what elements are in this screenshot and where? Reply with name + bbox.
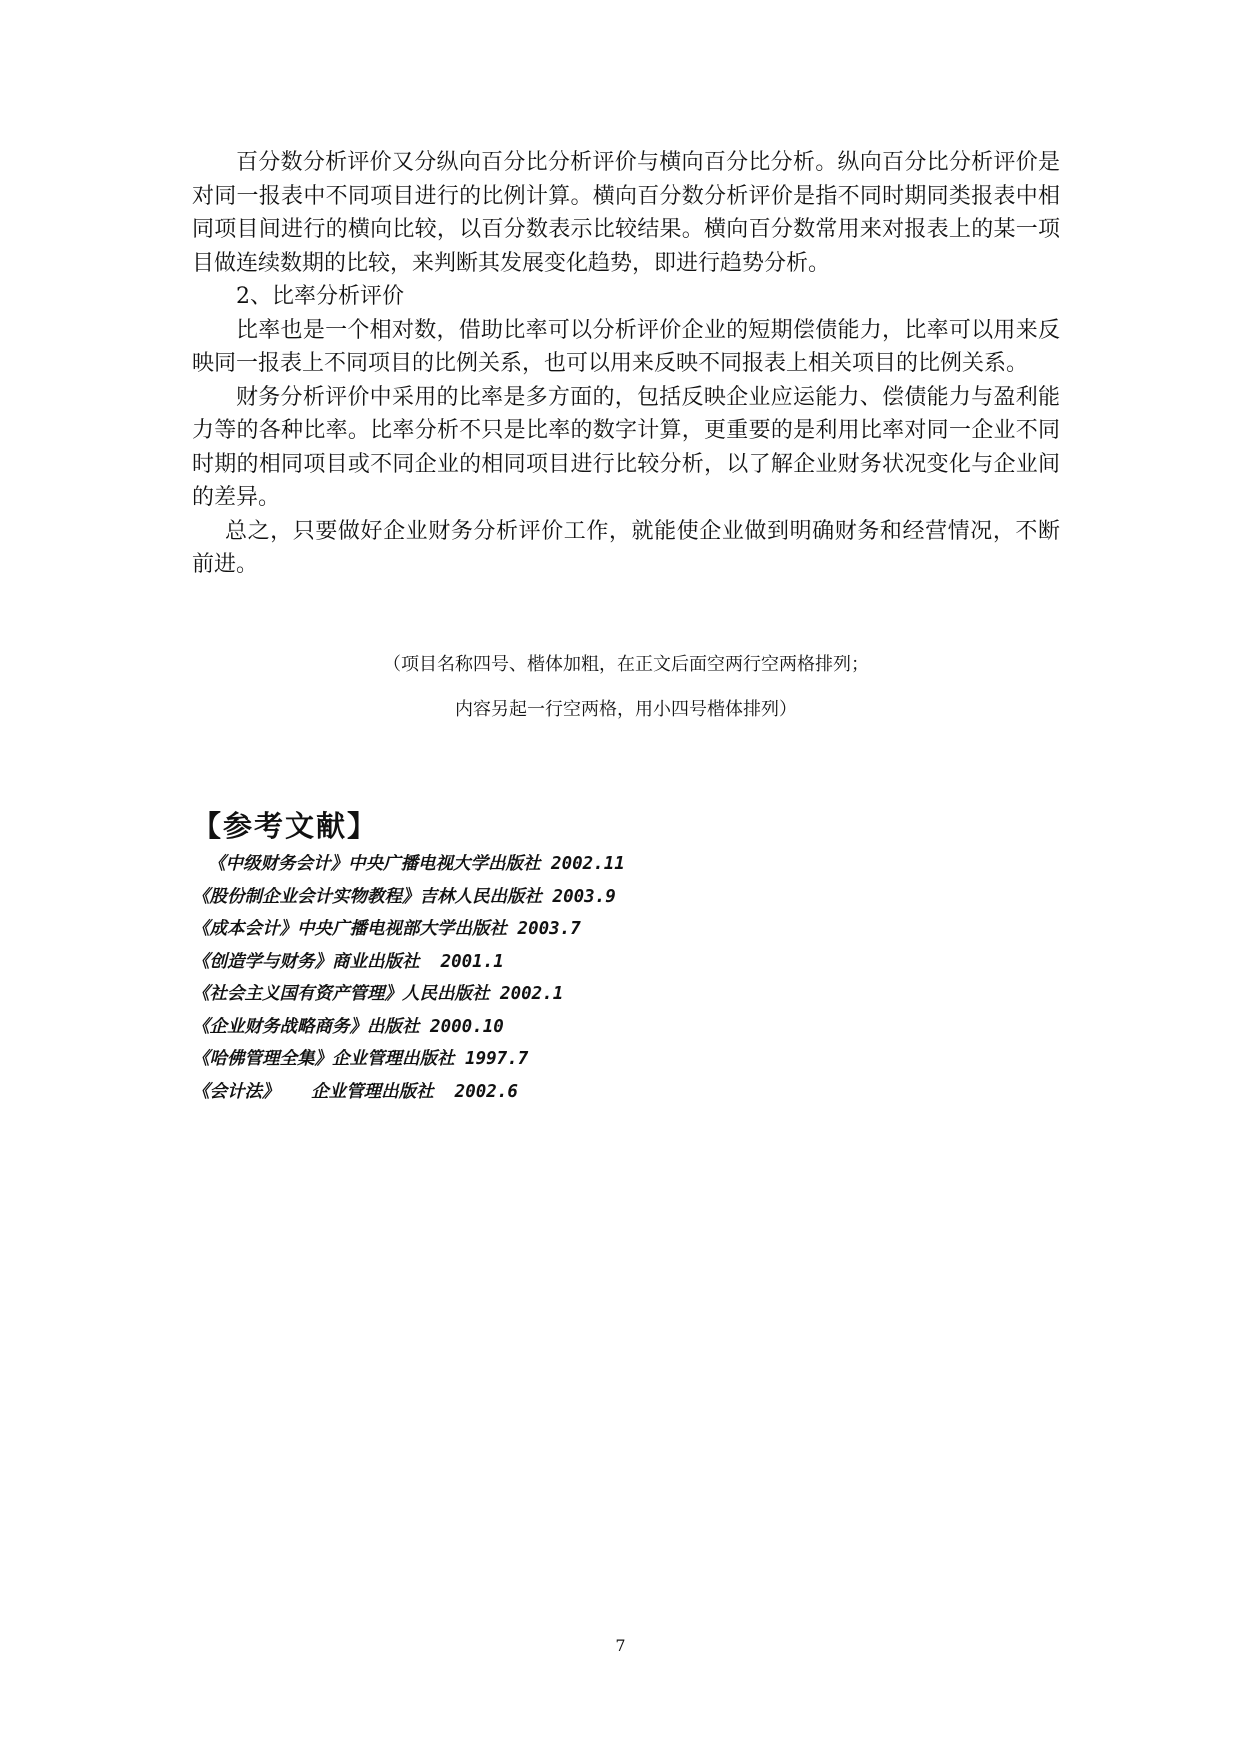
paragraph-percentage-analysis: 百分数分析评价又分纵向百分比分析评价与横向百分比分析。纵向百分比分析评价是对同一报表中不同项目进行的比例计算。横向百分数分析评价是指不同时期同类报表中相同项目间进行的横向比较，以百分数表示比较结果。横向百分数常用来对报表上的某一项目做连续数期的比较，来判断其发展变化趋势，即进行趋势分析。: [192, 150, 1060, 276]
reference-item: 《企业财务战略商务》出版社 2000.10: [192, 1016, 504, 1037]
reference-item: 《哈佛管理全集》企业管理出版社 1997.7: [192, 1049, 529, 1069]
references-list: [192, 848, 1060, 1108]
reference-item: 《股份制企业会计实物教程》吉林人民出版社 2003.9: [192, 886, 616, 907]
reference-item: 《社会主义国有资产管理》人民出版社 2002.1: [192, 984, 564, 1004]
format-note-line-2: 内容另起一行空两格，用小四号楷体排列）: [455, 699, 797, 720]
reference-item: 《成本会计》中央广播电视部大学出版社 2003.7: [192, 919, 581, 939]
format-note-line-1: （项目名称四号、楷体加粗，在正文后面空两行空两格排列；: [383, 654, 869, 675]
paragraph-ratio-definition: 比率也是一个相对数，借助比率可以分析评价企业的短期偿债能力，比率可以用来反映同一报表上不同项目的比例关系，也可以用来反映不同报表上相关项目的比例关系。: [192, 317, 1060, 376]
references-heading: 【参考文献】: [192, 809, 379, 843]
paragraph-ratio-uses: 财务分析评价中采用的比率是多方面的，包括反映企业应运能力、偿债能力与盈利能力等的各种比率。比率分析不只是比率的数字计算，更重要的是利用比率对同一企业不同时期的相同项目或不同企业的相同项目进行比较分析，以了解企业财务状况变化与企业间的差异。: [192, 384, 1060, 510]
reference-item: 《会计法》 企业管理出版社 2002.6: [192, 1081, 518, 1102]
reference-item: 《中级财务会计》中央广播电视大学出版社 2002.11: [208, 854, 625, 874]
reference-item: 《创造学与财务》商业出版社 2001.1: [192, 951, 504, 972]
paragraph-conclusion: 总之，只要做好企业财务分析评价工作，就能使企业做到明确财务和经营情况，不断前进。: [192, 518, 1060, 577]
page-number: 7: [615, 1636, 626, 1655]
body-text: [192, 146, 1060, 582]
section-heading-ratio-analysis: 2、比率分析评价: [236, 284, 404, 309]
